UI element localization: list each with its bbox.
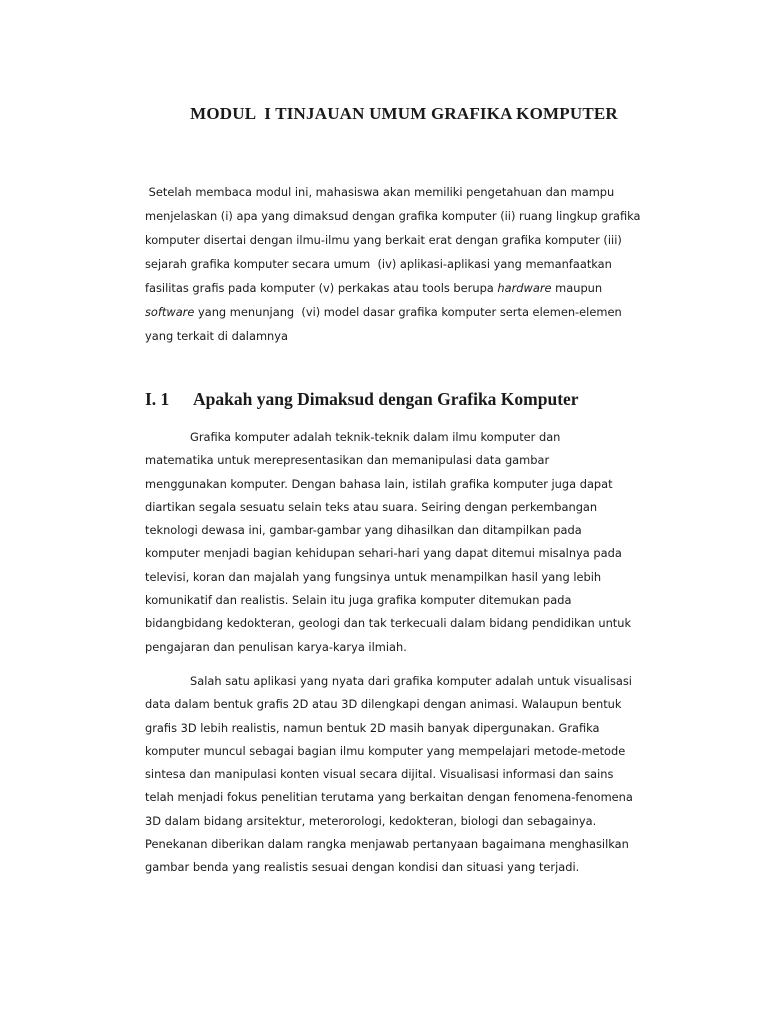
paragraph-line: komputer muncul sebagai bagian ilmu komputer yang mempelajari metode-metode	[145, 743, 626, 758]
paragraph-line: teknologi dewasa ini, gambar-gambar yang dihasilkan dan ditampilkan pada	[145, 523, 582, 538]
paragraph-line: komunikatif dan realistis. Selain itu juga grafika komputer ditemukan pada	[145, 593, 572, 608]
objectives-line-2: menjelaskan (i) apa yang dimaksud dengan grafika komputer (ii) ruang lingkup grafika	[145, 209, 641, 223]
paragraph-line: telah menjadi fokus penelitian terutama yang berkaitan dengan fenomena-fenomena	[145, 790, 633, 805]
objectives-term-hardware: hardware	[497, 281, 552, 295]
section-title: Apakah yang Dimaksud dengan Grafika Komputer	[193, 389, 579, 409]
objectives-line-3: komputer disertai dengan ilmu-ilmu yang berkait erat dengan grafika komputer (iii)	[145, 233, 622, 247]
paragraph-line: Grafika komputer adalah teknik-teknik dalam ilmu komputer dan	[190, 430, 561, 444]
paragraph-line: bidangbidang kedokteran, geologi dan tak terkecuali dalam bidang pendidikan untuk	[145, 616, 632, 631]
objectives-line-5-text-b: maupun	[551, 281, 603, 295]
section-number: I. 1	[145, 389, 170, 409]
paragraph-line: Penekanan diberikan dalam rangka menjawab pertanyaan bagaimana menghasilkan	[145, 837, 629, 852]
document-title: MODUL I TINJAUAN UMUM GRAFIKA KOMPUTER	[190, 104, 618, 123]
objectives-line-6	[145, 300, 665, 324]
paragraph-line: komputer menjadi bagian kehidupan sehari-hari yang dapat ditemui misalnya pada	[145, 546, 622, 561]
paragraph-line: diartikan segala sesuatu selain teks atau suara. Seiring dengan perkembangan	[145, 499, 598, 514]
paragraph-line: menggunakan komputer. Dengan bahasa lain, istilah grafika komputer juga dapat	[145, 476, 613, 491]
paragraph-line: pengajaran dan penulisan karya-karya ilmiah.	[145, 639, 407, 654]
objectives-line-4: sejarah grafika komputer secara umum (iv) aplikasi-aplikasi yang memanfaatkan	[145, 257, 612, 271]
objectives-line-1: Setelah membaca modul ini, mahasiswa akan memiliki pengetahuan dan mampu	[145, 185, 615, 199]
objectives-line-7: yang terkait di dalamnya	[145, 329, 288, 343]
section-heading	[145, 389, 665, 410]
body-paragraph-2	[145, 670, 665, 880]
objectives-term-software: software	[145, 305, 195, 319]
paragraph-line: matematika untuk merepresentasikan dan memanipulasi data gambar	[145, 453, 550, 468]
paragraph-line: sintesa dan manipulasi konten visual secara dijital. Visualisasi informasi dan sains	[145, 767, 614, 782]
paragraph-line: gambar benda yang realistis sesuai dengan kondisi dan situasi yang terjadi.	[145, 860, 580, 875]
module-objectives	[145, 180, 665, 348]
paragraph-line: 3D dalam bidang arsitektur, meterorologi, kedokteran, biologi dan sebagainya.	[145, 813, 597, 828]
paragraph-line: data dalam bentuk grafis 2D atau 3D dilengkapi dengan animasi. Walaupun bentuk	[145, 697, 622, 712]
objectives-line-5-text-a: fasilitas grafis pada komputer (v) perkakas atau tools berupa	[145, 281, 498, 295]
objectives-line-6-text-b: yang menunjang (vi) model dasar grafika komputer serta elemen-elemen	[194, 305, 622, 319]
paragraph-line: grafis 3D lebih realistis, namun bentuk 2D masih banyak dipergunakan. Grafika	[145, 720, 600, 735]
paragraph-line: televisi, koran dan majalah yang fungsinya untuk menampilkan hasil yang lebih	[145, 569, 602, 584]
objectives-line-5	[145, 276, 665, 300]
paragraph-line: Salah satu aplikasi yang nyata dari grafika komputer adalah untuk visualisasi	[190, 674, 632, 688]
body-paragraph-1	[145, 426, 665, 659]
